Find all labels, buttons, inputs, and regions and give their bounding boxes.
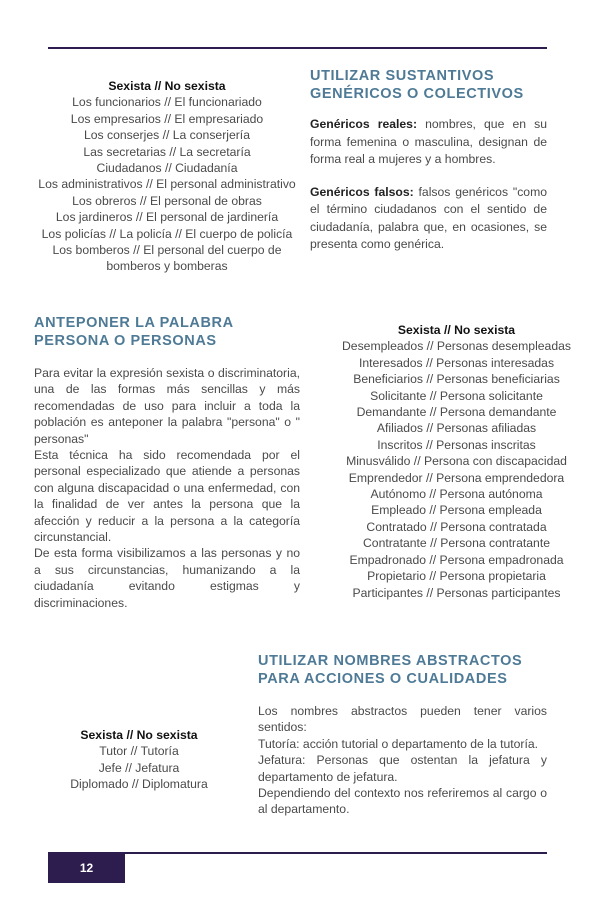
- paragraph: Los nombres abstractos pueden tener varios sentidos:: [258, 704, 547, 735]
- text-false-generics: falsos genéricos "como el término ciudadanos con el sentido de ciudadanía, palabra que, en ocasiones, se presenta como genérica.: [310, 184, 547, 251]
- list-item: Jefe // Jefatura: [98, 760, 180, 775]
- heading-generic-nouns: [310, 68, 550, 103]
- list-item: Beneficiarios // Personas beneficiarias: [353, 372, 560, 387]
- list-item: Los conserjes // La conserjería: [84, 128, 250, 143]
- list-item: Los funcionarios // El funcionariado: [72, 95, 262, 110]
- list-item: Empadronado // Persona empadronada: [349, 552, 564, 567]
- list-item: Emprendedor // Persona emprendedora: [348, 470, 565, 485]
- paragraph: Dependiendo del contexto nos referiremos al cargo o al departamento.: [258, 786, 547, 817]
- list-item: Propietario // Persona propietaria: [367, 569, 546, 584]
- list-item: Interesados // Personas interesadas: [358, 355, 555, 370]
- list-item: Los policías // La policía // El cuerpo de policía: [41, 226, 293, 241]
- list-item: Contratado // Persona contratada: [366, 519, 547, 534]
- list-item: Autónomo // Persona autónoma: [370, 487, 543, 502]
- heading-line: UTILIZAR SUSTANTIVOS: [310, 68, 495, 84]
- list-item: Demandante // Persona demandante: [356, 405, 557, 420]
- list-item: Contratante // Persona contratante: [363, 536, 550, 551]
- list-item: Tutor // Tutoría: [99, 744, 179, 759]
- label-real-generics: Genéricos reales:: [310, 117, 418, 131]
- heading-line: PERSONA O PERSONAS: [34, 332, 217, 349]
- list-item: Los obreros // El personal de obras: [72, 193, 262, 208]
- list-item: Las secretarias // La secretaría: [83, 144, 251, 159]
- list-header: Sexista // No sexista: [397, 323, 516, 337]
- page-number: 12: [48, 852, 125, 883]
- list-item: Inscritos // Personas inscritas: [377, 437, 536, 452]
- list-item: Los administrativos // El personal administrativo: [38, 177, 296, 192]
- paragraph: Jefatura: Personas que ostentan la jefatura y departamento de jefatura.: [258, 753, 547, 784]
- list-item: Solicitante // Persona solicitante: [370, 388, 543, 403]
- paragraph: Tutoría: acción tutorial o departamento de la tutoría.: [258, 736, 539, 751]
- paragraph-false-generics: [310, 184, 547, 254]
- list-item: Diplomado // Diplomatura: [70, 777, 208, 792]
- abstract-nouns-text: [258, 703, 547, 818]
- list-item: Los bomberos // El personal del cuerpo de: [52, 243, 282, 258]
- list-item: Empleado // Persona empleada: [371, 503, 542, 518]
- list-item: Los jardineros // El personal de jardinería: [55, 210, 279, 225]
- sexist-nonsexist-list-person: [330, 322, 583, 601]
- list-item: Desempleados // Personas desempleadas: [342, 339, 571, 354]
- heading-abstract-nouns: [258, 653, 558, 688]
- list-header: Sexista // No sexista: [80, 728, 198, 742]
- sexist-nonsexist-list-collective: [33, 78, 301, 275]
- person-word-text: [34, 365, 300, 611]
- paragraph: De esta forma visibilizamos a las personas y no a sus circunstancias, humanizando a la ciudadanía evitando estigmas y discriminaciones.: [34, 546, 300, 610]
- text-real-generics: nombres, que en su forma femenina o masculina, designan de forma real a mujeres y a hombres.: [310, 117, 547, 166]
- paragraph-real-generics: [310, 116, 547, 169]
- list-item: Ciudadanos // Ciudadanía: [96, 161, 238, 176]
- list-item: Minusválido // Persona con discapacidad: [346, 454, 567, 469]
- heading-line: PARA ACCIONES O CUALIDADES: [258, 670, 508, 687]
- list-item: Participantes // Personas participantes: [352, 585, 561, 600]
- heading-person-word: [34, 315, 294, 350]
- list-item: Afiliados // Personas afiliadas: [376, 421, 537, 436]
- paragraph: Esta técnica ha sido recomendada por el personal especializado que atiende a personas con alguna discapacidad o una enfermedad, con la finalidad de ver antes la persona que la afección y reducir a la persona a la categoría circunstancial.: [34, 448, 300, 545]
- generic-nouns-text: [310, 116, 547, 254]
- list-item: Los empresarios // El empresariado: [70, 111, 264, 126]
- heading-line: UTILIZAR NOMBRES ABSTRACTOS: [258, 653, 523, 669]
- label-false-generics: Genéricos falsos:: [310, 184, 414, 199]
- heading-line: ANTEPONER LA PALABRA: [34, 315, 234, 331]
- list-header: Sexista // No sexista: [108, 79, 226, 93]
- list-item: bomberos y bomberas: [106, 259, 228, 274]
- top-rule: [48, 47, 547, 49]
- heading-line: GENÉRICOS O COLECTIVOS: [310, 85, 524, 102]
- sexist-nonsexist-list-abstract: [60, 727, 218, 793]
- paragraph: Para evitar la expresión sexista o discriminatoria, una de las formas más sencillas y más recomendadas de uso para incluir a toda la población es anteponer la palabra "persona" o " personas": [34, 366, 300, 446]
